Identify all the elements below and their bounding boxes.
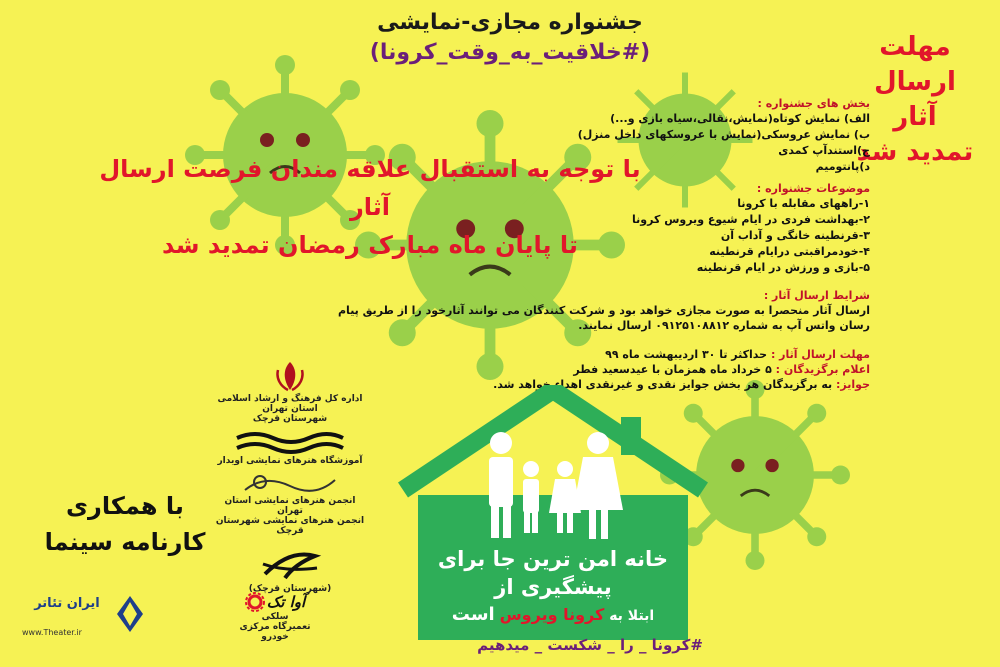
avidar-logo-icon — [235, 430, 345, 456]
list-item: ۴-خودمراقبتی درایام قرنطینه — [709, 245, 870, 258]
house-slogan — [418, 545, 688, 601]
deadline-value: حداکثر تا ۳۰ اردیبهشت ماه ۹۹ — [605, 348, 768, 361]
banner-line: با توجه به استقبال علاقه مندان فرصت ارسال آثار — [99, 155, 641, 221]
winners-row — [330, 362, 870, 377]
banner-line: تا پایان ماه مبارک رمضان تمدید شد — [162, 231, 578, 259]
list-item: ۵-بازی و ورزش در ایام قرنطینه — [696, 261, 870, 274]
list-item: ۲-بهداشت فردی در ایام شیوع ویروس کرونا — [632, 213, 870, 226]
bottom-hashtag: #کرونا _ را _ شکست _ میدهیم — [477, 636, 703, 654]
sponsor-org1: اداره کل فرهنگ و ارشاد اسلامی استان تهران — [217, 394, 363, 414]
sponsor-org3: انجمن هنرهای نمایشی استان تهران — [224, 496, 356, 516]
house-slogan-line: خانه امن ترین جا برای — [437, 547, 669, 571]
deadline-row — [330, 347, 870, 362]
house-slogan-suffix: است — [451, 604, 495, 625]
selki-sponsor — [230, 592, 320, 642]
cooperation-line: با همکاری — [66, 492, 184, 520]
sponsor-org2: آموزشگاه هنرهای نمایشی اویدار — [217, 456, 363, 466]
ava-tech-logo: آوا تک — [266, 593, 306, 611]
winners-value: ۵ خرداد ماه همزمان با عیدسعید فطر — [573, 363, 772, 376]
conditions-text: ارسال آثار منحصرا به صورت مجازی خواهد بود و شرکت کنندگان می توانند آثارخود را از طریق پیام — [338, 304, 870, 317]
list-item: ب) نمایش عروسکی(نمایش با عروسکهای داخل منزل) — [577, 128, 870, 141]
iran-theater-url: www.Theater.ir — [22, 628, 82, 637]
iran-theater-name: ایران تئاتر — [34, 596, 100, 611]
house-slogan-line3 — [418, 604, 688, 625]
safe-house-graphic — [393, 385, 713, 640]
gear-icon — [245, 592, 265, 612]
house-slogan-highlight: کرونا ویروس — [499, 605, 605, 624]
topics-heading: موضوعات جشنواره : — [756, 182, 870, 195]
deadline-notice-line: آثار — [893, 102, 937, 132]
festival-title: جشنواره مجازی-نمایشی — [377, 10, 643, 35]
conditions-heading: شرایط ارسال آثار : — [763, 289, 870, 302]
winners-label: اعلام برگزیدگان : — [775, 363, 870, 376]
festival-hashtag-title: (#خلاقیت_به_وقت_کرونا) — [369, 40, 651, 65]
deadline-notice-line: تمدید شد — [856, 137, 974, 167]
conditions-text: رسان واتس آپ به شماره ۰۹۱۲۵۱۰۸۸۱۲ ارسال نمایند. — [578, 319, 870, 332]
house-slogan-prefix: ابتلا به — [609, 608, 655, 624]
sponsor-org1-sub: شهرستان قرچک — [252, 414, 328, 424]
list-item: ۳-قرنطینه خانگی و آداب آن — [720, 229, 870, 242]
deadline-notice-line: مهلت — [879, 32, 951, 62]
sponsor-org4-logo-text: (شهرستان قرچک) — [248, 584, 332, 594]
prizes-label: جوایز: — [836, 378, 870, 391]
extension-banner — [90, 150, 650, 264]
deadline-notice-line: ارسال — [874, 67, 956, 97]
house-slogan-line: پیشگیری از — [494, 575, 612, 599]
sponsors-column — [215, 360, 365, 594]
prizes-value: به برگزیدگان هر بخش جوایز نقدی و غیرنقدی اهداء خواهد شد. — [493, 378, 833, 391]
list-item: الف) نمایش کوتاه(نمایش،نقالی،سیاه بازی و...) — [610, 112, 870, 125]
sponsor-org5-sub: تعمیرگاه مرکزی خودرو — [239, 622, 311, 642]
list-item: ج)استندآپ کمدی — [778, 144, 870, 157]
theater-association-logo-icon — [240, 472, 340, 496]
conditions-block — [330, 288, 870, 333]
list-item: ۱-راههای مقابله با کرونا — [737, 197, 870, 210]
iran-theater-logo — [20, 590, 145, 650]
gharchak-swirl-logo-icon — [255, 544, 325, 584]
list-item: د)پانتومیم — [815, 160, 870, 173]
cooperation-credit — [25, 488, 225, 560]
cooperation-line: کارنامه سینما — [44, 528, 206, 556]
sponsor-org3-sub: انجمن هنرهای نمایشی شهرستان قرچک — [215, 516, 365, 536]
deadline-label: مهلت ارسال آثار : — [770, 348, 870, 361]
sponsor-org5: سلکی — [261, 612, 289, 622]
sections-heading: بخش های جشنواره : — [757, 97, 870, 110]
iran-emblem-icon — [270, 360, 310, 394]
